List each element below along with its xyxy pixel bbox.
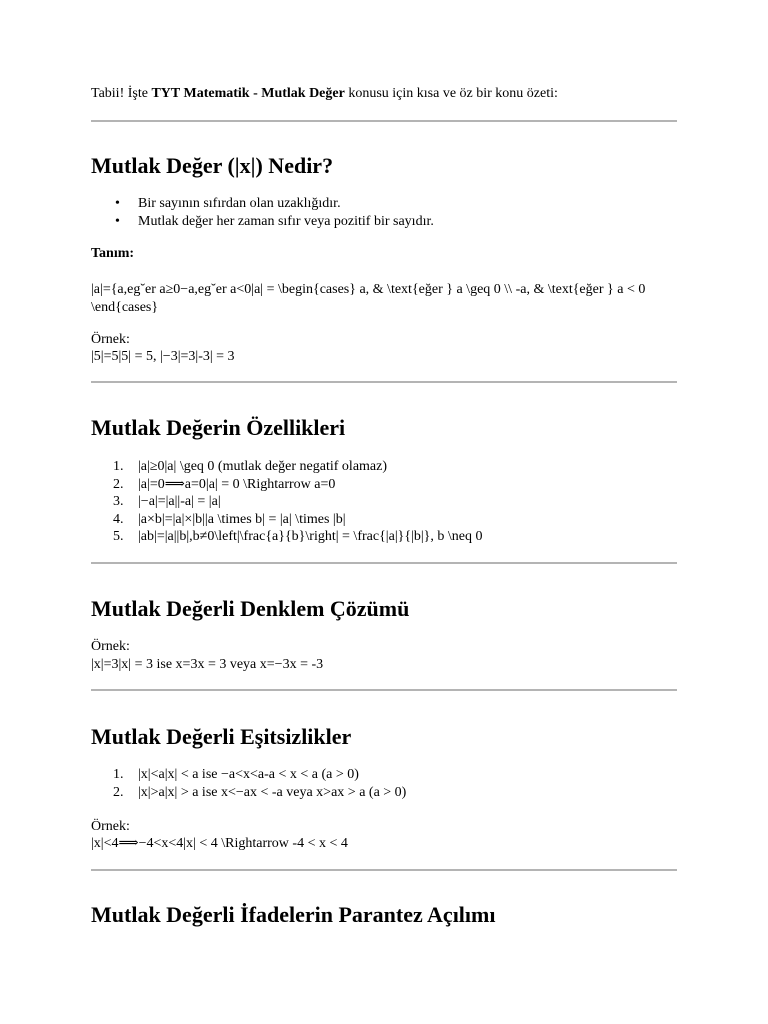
list-item: 5. |ab|=|a||b|,b≠0\left|\frac{a}{b}\right| = \frac{|a|}{|b|}, b \neq 0 [113,529,483,544]
list-item: 1. |x|<a|x| < a ise −a<x<a-a < x < a (a > 0) [113,767,359,782]
intro-suffix: konusu için kısa ve öz bir konu özeti: [344,86,558,101]
intro-bold: TYT Matematik - Mutlak Değer [151,86,345,101]
section-title-inequalities: Mutlak Değerli Eşitsizlikler [91,724,352,749]
list-item: 4. |a×b|=|a|×|b||a \times b| = |a| \times |b| [113,511,346,527]
definition-label: Tanım: [91,246,135,261]
example-label: Örnek: [91,639,130,654]
properties-list [91,458,482,546]
example-text: |5|=5|5| = 5, |−3|=3|-3| = 3 [91,349,235,364]
section-title-equations: Mutlak Değerli Denklem Çözümü [91,596,410,621]
example-label: Örnek: [91,332,130,347]
divider [91,689,677,691]
example-text: |x|<4⟹−4<x<4|x| < 4 \Rightarrow -4 < x < 4 [91,836,348,851]
list-item: • Bir sayının sıfırdan olan uzaklığıdır. [115,196,341,211]
section-title-definition: Mutlak Değer (|x|) Nedir? [91,153,334,178]
example-text: |x|=3|x| = 3 ise x=3x = 3 veya x=−3x = -3 [91,657,324,672]
list-item: 3. |−a|=|a||-a| = |a| [113,494,221,509]
section-title-expansion: Mutlak Değerli İfadelerin Parantez Açılımı [91,902,496,927]
bullet-icon: • [115,213,120,229]
definition-bullets [91,195,434,230]
list-item: • Mutlak değer her zaman sıfır veya pozitif bir sayıdır. [115,213,434,229]
intro-line [91,85,558,103]
list-item: 1. |a|≥0|a| \geq 0 (mutlak değer negatif olamaz) [113,459,388,474]
divider [91,869,677,871]
divider [91,381,677,383]
list-item: 2. |a|=0⟹a=0|a| = 0 \Rightarrow a=0 [113,476,336,492]
intro-prefix: Tabii! İşte [91,86,152,101]
definition-formula: |a|={a,eg˘er a≥0−a,eg˘er a<0|a| = \begin{cases} a, & \text{eğer } a \geq 0 \\ -a, & \text{eğer } a < 0 \end{cases} [91,282,646,315]
divider [91,562,677,564]
bullet-icon: • [115,196,120,211]
section-title-properties: Mutlak Değerin Özellikleri [91,415,346,440]
example-label: Örnek: [91,819,130,834]
divider [91,120,677,122]
inequalities-list [91,766,406,801]
list-item: 2. |x|>a|x| > a ise x<−ax < -a veya x>ax > a (a > 0) [113,784,407,800]
